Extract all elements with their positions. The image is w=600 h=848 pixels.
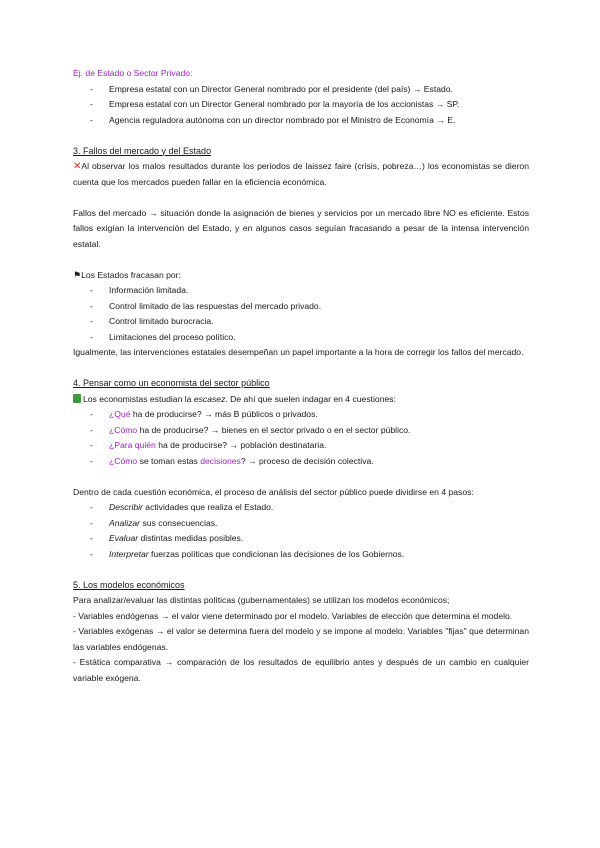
list-item: - Analizar sus consecuencias. — [90, 517, 218, 528]
market-failure-definition: Fallos del mercado → situación donde la asignación de bienes y servicios por un mercado libre NO es eficiente. Estos fallos exigían la intervención del Estado, y en algunos casos seguían fracasando a pesar de la intensa intervención estatal. — [73, 207, 529, 249]
steps-list — [73, 500, 529, 562]
book-icon — [73, 394, 81, 403]
list-item: - Control limitado burocracia. — [90, 316, 214, 326]
state-failure-list — [73, 283, 529, 345]
list-item: - ¿Qué ha de producirse? → más B públicos o privados. — [90, 409, 318, 419]
list-item: - Empresa estatal con un Director General nombrado por el presidente (del país) → Estado. — [90, 83, 453, 94]
list-item: - ¿Para quién ha de producirse? → población destinataria. — [90, 440, 327, 450]
section-3-heading: 3. Fallos del mercado y del Estado — [73, 145, 212, 156]
list-item: - Agencia reguladora autónoma con un director nombrado por el Ministro de Economía → E. — [90, 114, 456, 125]
section-4-heading: 4. Pensar como un economista del sector público — [73, 378, 270, 388]
document-page — [73, 66, 529, 686]
list-item: - Control limitado de las respuestas del mercado privado. — [90, 300, 322, 311]
section-4-intro: Los economistas estudian la escasez. De ahí que suelen indagar en 4 cuestiones: — [73, 392, 529, 408]
section-3-closing: Igualmente, las intervenciones estatales desempeñan un papel importante a la hora de corregir los fallos del mercado. — [73, 347, 524, 357]
examples-title: Ej. de Estado o Sector Privado: — [73, 68, 193, 78]
cross-mark-icon: ✕ — [73, 161, 82, 172]
section-5-heading: 5. Los modelos económicos — [73, 579, 185, 590]
list-item: - Describir actividades que realiza el Estado. — [90, 502, 274, 512]
questions-list — [73, 407, 529, 469]
list-item: - ¿Cómo ha de producirse? → bienes en el sector privado o en el sector público. — [90, 424, 411, 435]
section-5-line: - Variables endógenas → el valor viene determinado por el modelo. Variables de elección que determina el modelo. — [73, 610, 513, 621]
flag-icon: ⚑ — [73, 269, 82, 280]
section-5-intro: Para analizar/evaluar las distintas políticas (gubernamentales) se utilizan los modelos económicos; — [73, 595, 450, 605]
section-5-line: - Variables exógenas → el valor se determina fuera del modelo y se impone al modelo. Variables "fijas" que determinan las variables endógenas. — [73, 626, 529, 652]
list-item: - Interpretar fuerzas políticas que condicionan las decisiones de los Gobiernos. — [90, 548, 405, 559]
section-5-line: - Estática comparativa → comparación de los resultados de equilibrio antes y después de un cambio en cualquier variable exógena. — [73, 657, 529, 683]
steps-intro: Dentro de cada cuestión económica, el proceso de análisis del sector público puede dividirse en 4 pasos: — [73, 486, 474, 497]
section-3-intro: ✕Al observar los malos resultados durante los periodos de laissez faire (crisis, pobreza…) los economistas se dieron cuenta que los mercados pueden fallar en la eficiencia económica. — [73, 161, 529, 187]
list-item: - Evaluar distintas medidas posibles. — [90, 533, 244, 543]
examples-list — [73, 82, 529, 129]
list-item: - Limitaciones del proceso político. — [90, 331, 236, 342]
list-item: - Información limitada. — [90, 285, 189, 295]
list-item: - ¿Cómo se toman estas decisiones? → proceso de decisión colectiva. — [90, 455, 374, 466]
list-item: - Empresa estatal con un Director General nombrado por la mayoría de los accionistas → SP. — [90, 99, 460, 109]
state-failure-intro: ⚑Los Estados fracasan por: — [73, 269, 181, 280]
